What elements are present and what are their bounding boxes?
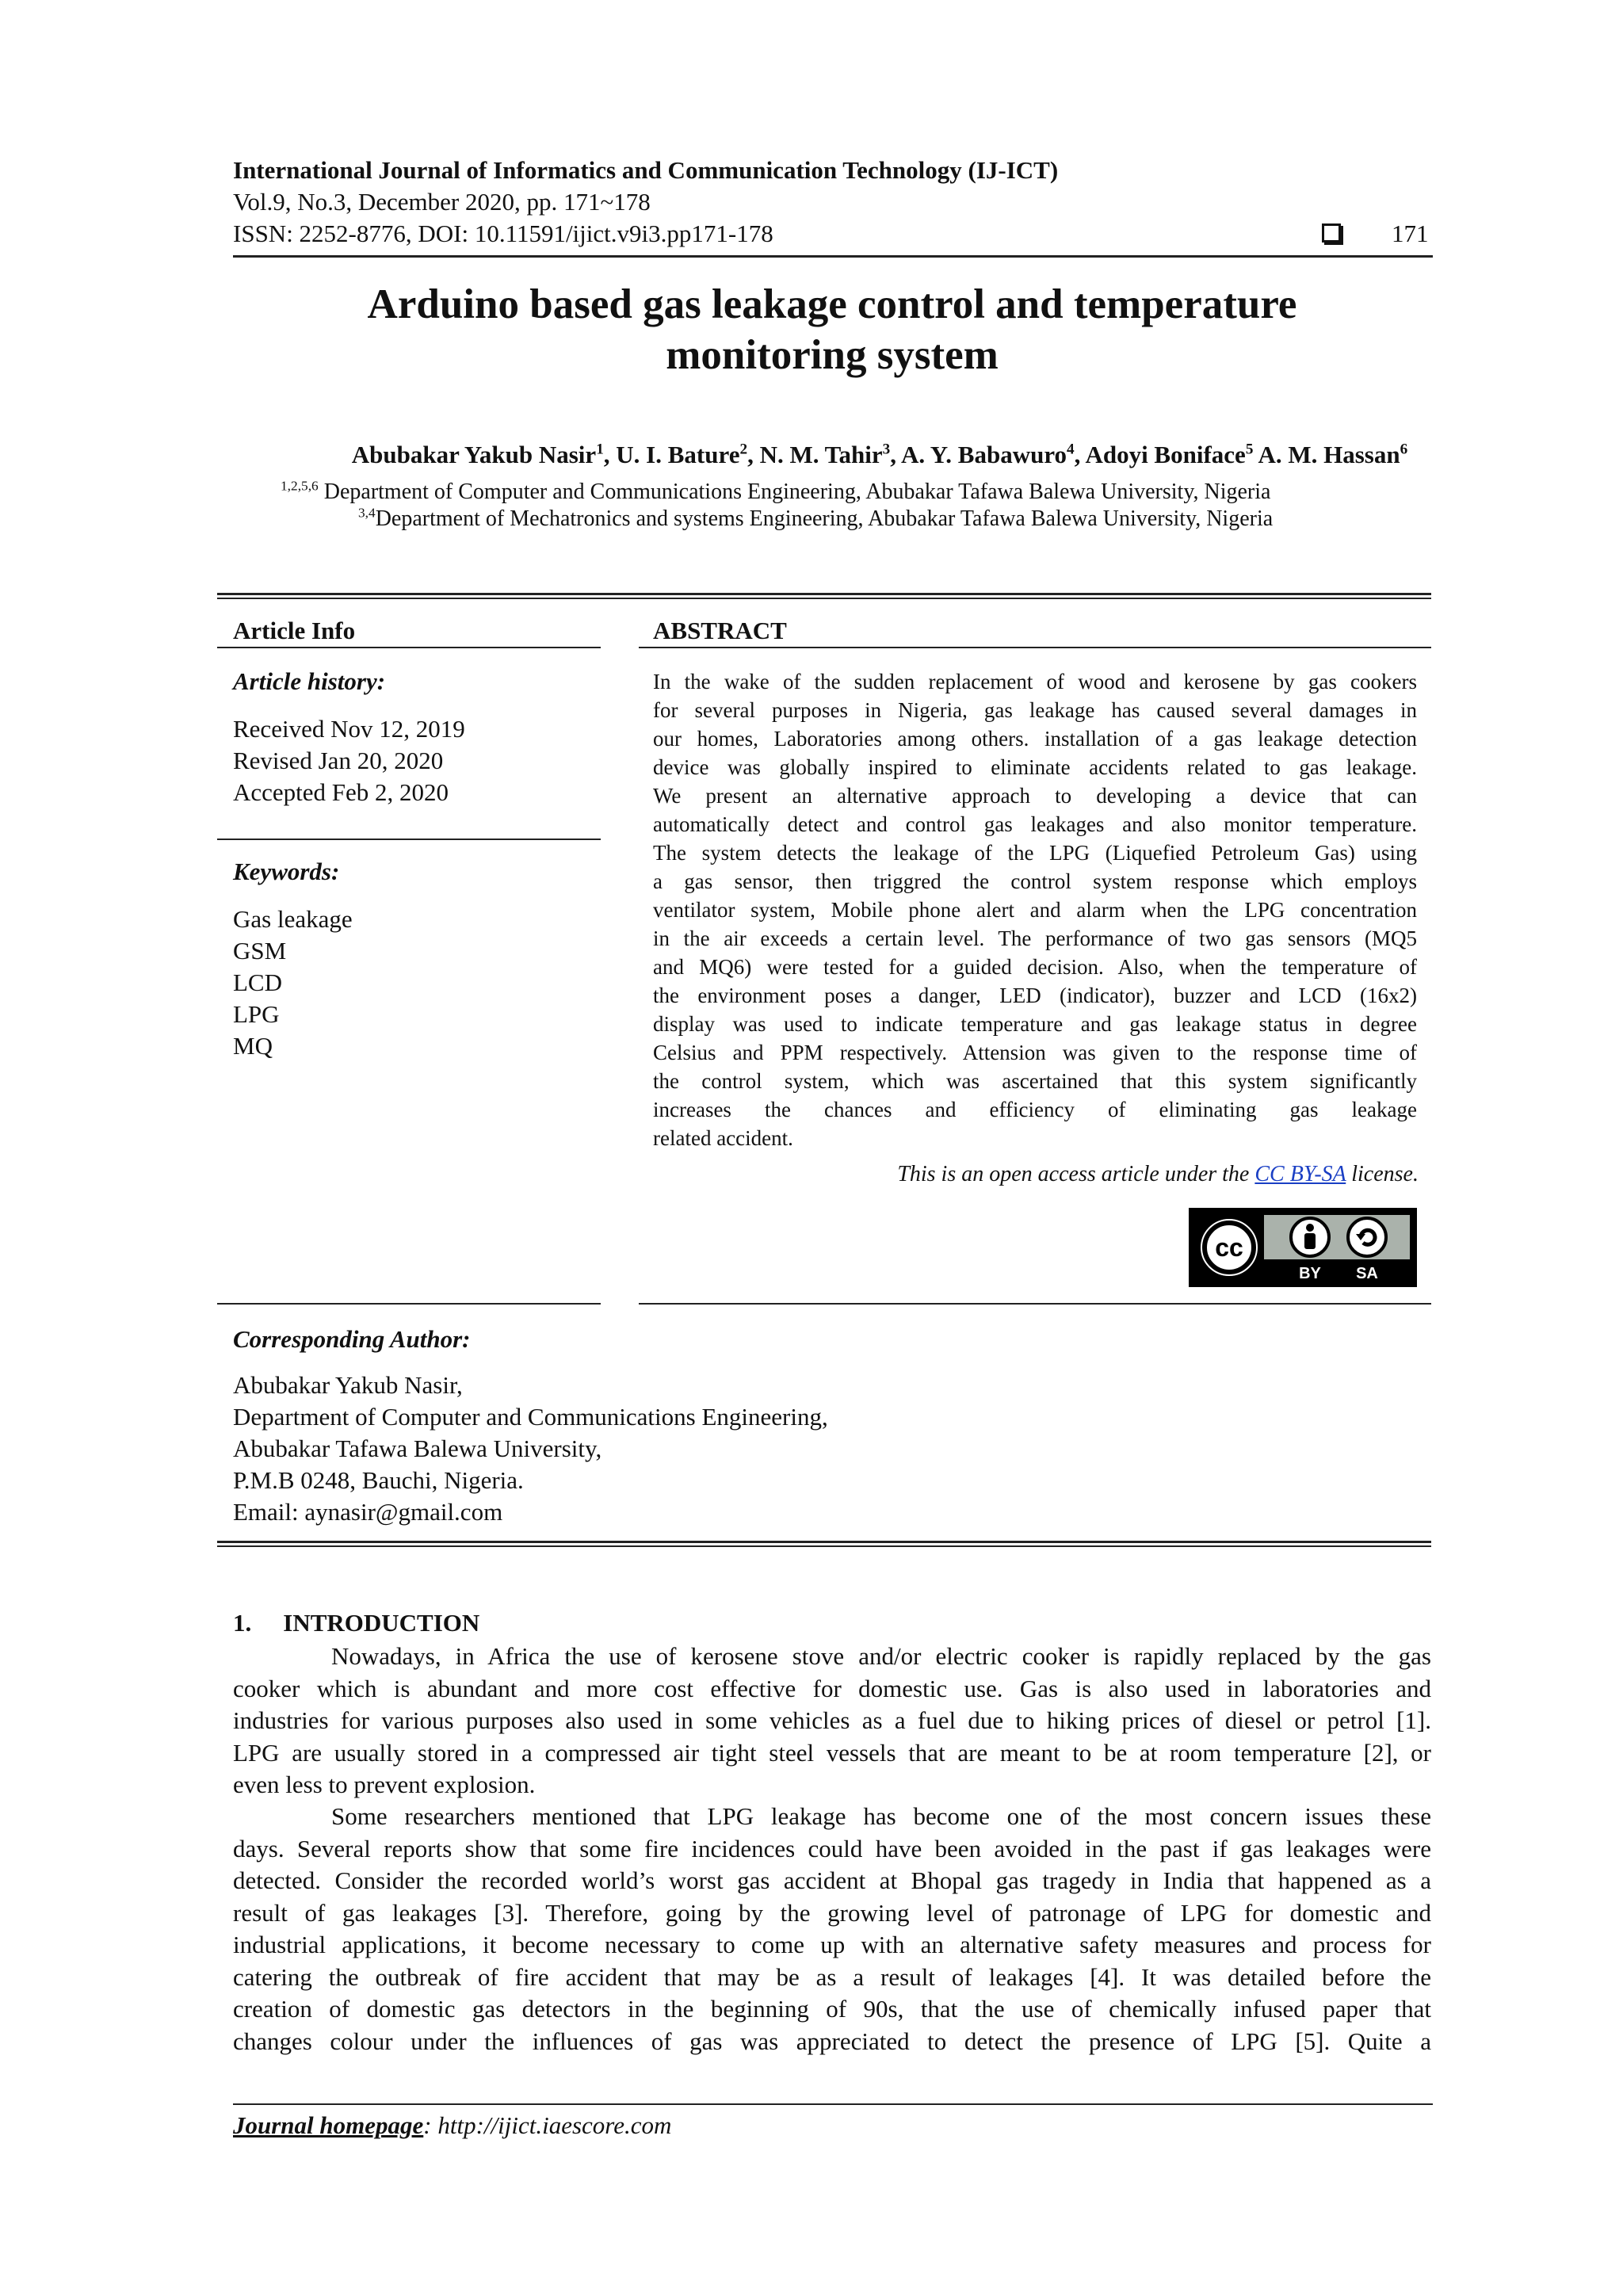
abstract-bottom-rule (639, 1303, 1431, 1305)
cc-by-sa-badge[interactable] (1189, 1208, 1417, 1287)
footer-rule (233, 2103, 1433, 2105)
abstract-line: Celsius and PPM respectively. Attension was given to the response time of (653, 1041, 1417, 1064)
author-affiliation-marker: 4 (1067, 441, 1075, 458)
author-name: N. M. Tahir (759, 441, 883, 468)
paragraph-line: LPG are usually stored in a compressed air tight steel vessels that are meant to be at room temperature [2], or (233, 1738, 1431, 1767)
abstract-line: the control system, which was ascertained that this system significantly (653, 1069, 1417, 1093)
paper-title (230, 279, 1434, 380)
author-affiliation-marker: 2 (739, 441, 748, 458)
author-affiliation-marker: 5 (1245, 441, 1254, 458)
info-box-bottom-rule-2 (217, 1545, 1431, 1547)
abstract-rule (639, 647, 1431, 648)
intro-paragraph-2 (233, 1801, 1431, 2057)
author-affiliation-marker: 3 (882, 441, 891, 458)
page-number: 171 (1392, 220, 1429, 247)
corresponding-author-heading: Corresponding Author: (233, 1325, 471, 1353)
affiliation-1-marker: 1,2,5,6 (281, 478, 319, 494)
abstract-line: the environment poses a danger, LED (indicator), buzzer and LCD (16x2) (653, 984, 1417, 1007)
paragraph-line: detected. Consider the recorded world’s worst gas accident at Bhopal gas tragedy in India that happened as a (233, 1866, 1431, 1894)
paragraph-line: Nowadays, in Africa the use of kerosene stove and/or electric cooker is rapidly replaced by the gas (331, 1642, 1431, 1670)
journal-issn: ISSN: 2252-8776, DOI: 10.11591/ijict.v9i3.pp171-178 (233, 220, 773, 247)
keyword-item: LPG (233, 1000, 280, 1028)
article-info-bottom-rule (217, 1303, 601, 1305)
keyword-item: GSM (233, 937, 287, 965)
paragraph-line: creation of domestic gas detectors in the beginning of 90s, that the use of chemically infused paper that (233, 1995, 1431, 2023)
article-history-list (233, 713, 465, 808)
keywords-heading: Keywords: (233, 858, 340, 885)
keywords-rule (217, 839, 601, 840)
paragraph-line: catering the outbreak of fire accident that may be as a result of leakages [4]. It was detailed before the (233, 1962, 1431, 1991)
info-box-top-rule (217, 593, 1431, 595)
abstract-line: device was globally inspired to eliminate accidents related to gas leakage. (653, 755, 1417, 779)
corresponding-name: Abubakar Yakub Nasir, (233, 1371, 463, 1399)
journal-homepage (233, 2111, 671, 2140)
corresponding-university: Abubakar Tafawa Balewa University, (233, 1435, 602, 1462)
author-list: Abubakar Yakub Nasir$^1$, U. I. Bature$^2$, N. M. Tahir$^3$, A. Y. Babawuro$^4$, Adoyi Boniface$^5$ A. M. Hassan$^6$ (351, 441, 1408, 468)
title-line-2: monitoring system (666, 332, 999, 378)
author-name: A. M. Hassan (1258, 441, 1400, 468)
paragraph-line: even less to prevent explosion. (233, 1771, 536, 1798)
corresponding-address: P.M.B 0248, Bauchi, Nigeria. (233, 1466, 524, 1494)
author-name: A. Y. Babawuro (901, 441, 1067, 468)
abstract-line: increases the chances and efficiency of eliminating gas leakage (653, 1098, 1417, 1121)
title-line-1: Arduino based gas leakage control and temperature (367, 281, 1297, 327)
open-access-note (897, 1162, 1419, 1187)
keywords-list (233, 904, 353, 1062)
paragraph-line: cooker which is abundant and more cost effective for domestic use. Gas is also used in laboratories and (233, 1674, 1431, 1702)
intro-paragraph-1 (233, 1641, 1431, 1801)
license-link[interactable]: CC BY-SA (1254, 1162, 1346, 1186)
abstract-line: and MQ6) were tested for a guided decision. Also, when the temperature of (653, 955, 1417, 979)
abstract-line: in the air exceeds a certain level. The performance of two gas sensors (MQ5 (653, 926, 1417, 950)
section-title: INTRODUCTION (283, 1609, 480, 1637)
cc-badge-graphic (1191, 1210, 1415, 1285)
homepage-url[interactable]: : http://ijict.iaescore.com (423, 2111, 672, 2139)
affiliation-1-text: Department of Computer and Communications Engineering, Abubakar Tafawa Balewa University, Nigeria (323, 479, 1271, 504)
badge-sa-label: SA (1356, 1265, 1378, 1282)
corresponding-email: Email: aynasir@gmail.com (233, 1498, 503, 1526)
abstract-line: our homes, Laboratories among others. installation of a gas leakage detection (653, 727, 1417, 751)
homepage-label: Journal homepage (233, 2111, 424, 2139)
abstract-text (653, 667, 1417, 1152)
paragraph-line: industrial applications, it become necessary to come up with an alternative safety measures and process for (233, 1931, 1431, 1958)
square-icon (1322, 223, 1341, 243)
section-heading (233, 1609, 479, 1637)
info-box-bottom-rule (217, 1541, 1431, 1543)
abstract-line: ventilator system, Mobile phone alert and alarm when the LPG concentration (653, 898, 1417, 922)
affiliation-2-text: Department of Mechatronics and systems Engineering, Abubakar Tafawa Balewa University, Nigeria (375, 506, 1274, 531)
article-info-rule (217, 647, 601, 648)
abstract-line: display was used to indicate temperature and gas leakage status in degree (653, 1012, 1417, 1036)
paragraph-line: Some researchers mentioned that LPG leakage has become one of the most concern issues these (331, 1802, 1431, 1830)
header-rule (233, 255, 1433, 258)
journal-volume: Vol.9, No.3, December 2020, pp. 171~178 (233, 188, 651, 216)
author-affiliation-marker: 1 (596, 441, 604, 458)
corresponding-author-details (233, 1370, 828, 1528)
info-box-top-rule-2 (217, 598, 1431, 599)
license-suffix: license. (1346, 1162, 1419, 1186)
share-alike-icon (1348, 1218, 1386, 1256)
corresponding-department: Department of Computer and Communications Engineering, (233, 1403, 828, 1431)
license-prefix: This is an open access article under the (897, 1162, 1255, 1186)
paragraph-line: result of gas leakages [3]. Therefore, going by the growing level of patronage of LPG for domestic and (233, 1898, 1431, 1927)
paragraph-line: changes colour under the influences of gas was appreciated to detect the presence of LPG [5]. Quite a (233, 2027, 1431, 2055)
badge-by-label: BY (1299, 1265, 1321, 1282)
keyword-item: MQ (233, 1032, 273, 1060)
author-affiliation-marker: 6 (1400, 441, 1408, 458)
abstract-line: a gas sensor, then triggred the control system response which employs (653, 869, 1417, 893)
author-name: U. I. Bature (616, 441, 740, 468)
abstract-heading: ABSTRACT (653, 617, 787, 644)
abstract-line: We present an alternative approach to developing a device that can (653, 784, 1417, 808)
affiliation-2 (358, 506, 1273, 533)
abstract-line: for several purposes in Nigeria, gas leakage has caused several damages in (653, 698, 1417, 722)
author-name: Abubakar Yakub Nasir (351, 441, 597, 468)
affiliation-1 (281, 479, 1270, 506)
history-revised: Revised Jan 20, 2020 (233, 747, 444, 774)
abstract-line: In the wake of the sudden replacement of wood and kerosene by gas cookers (653, 670, 1417, 693)
keyword-item: LCD (233, 968, 282, 996)
history-received: Received Nov 12, 2019 (233, 715, 465, 743)
journal-name: International Journal of Informatics and Communication Technology (IJ-ICT) (233, 156, 1059, 184)
paragraph-line: industries for various purposes also used in some vehicles as a fuel due to hiking prices of diesel or petrol [1]. (233, 1706, 1431, 1734)
abstract-line: automatically detect and control gas leakages and also monitor temperature. (653, 812, 1417, 836)
abstract-line: related accident. (653, 1126, 793, 1150)
affiliation-2-marker: 3,4 (358, 505, 376, 521)
history-accepted: Accepted Feb 2, 2020 (233, 778, 449, 806)
keyword-item: Gas leakage (233, 905, 353, 933)
svg-text:cc: cc (1215, 1233, 1243, 1262)
article-history-heading: Article history: (233, 667, 386, 695)
article-info-heading: Article Info (233, 617, 356, 644)
abstract-line: The system detects the leakage of the LPG (Liquefied Petroleum Gas) using (653, 841, 1417, 865)
section-number: 1. (233, 1609, 252, 1637)
paragraph-line: days. Several reports show that some fire incidences could have been avoided in the past if gas leakages were (233, 1834, 1431, 1862)
author-name: Adoyi Boniface (1085, 441, 1246, 468)
